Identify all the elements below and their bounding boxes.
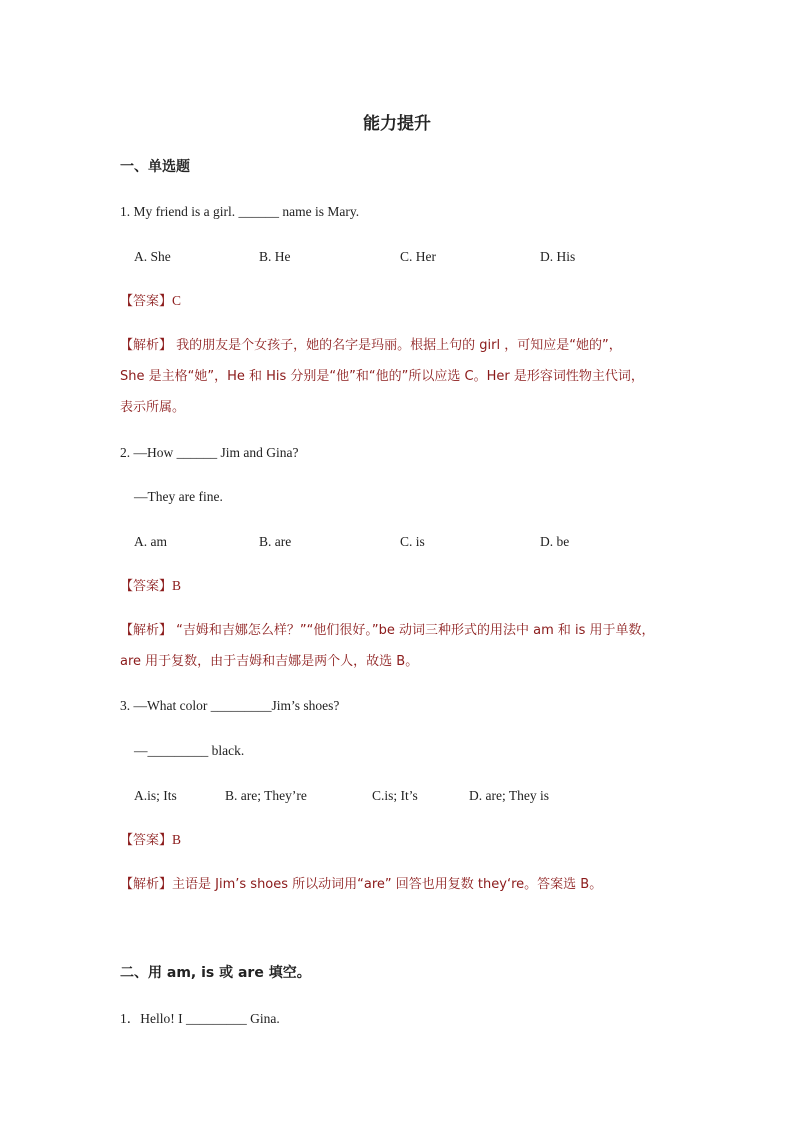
analysis-tag: 【解析】: [120, 623, 173, 638]
answer-value: B: [172, 578, 182, 593]
question-3-analysis-line-1: [120, 878, 602, 891]
question-3-answer: [120, 833, 181, 847]
question-2-option-d: D. be: [540, 534, 570, 549]
question-3-option-c: C.is; It’s: [372, 788, 418, 803]
analysis-tag: 【解析】: [120, 877, 173, 892]
question-1-option-b: B. He: [259, 249, 291, 264]
question-1-option-d: D. His: [540, 249, 576, 264]
question-2-option-b: B. are: [259, 534, 292, 549]
analysis-text: 主语是 Jim’s shoes 所以动词用“are” 回答也用复数 they‘re。答案选 B。: [172, 877, 603, 892]
fill-in-question-1: 1．Hello! I _________ Gina.: [120, 1011, 280, 1026]
question-2-answer: [120, 579, 181, 593]
question-2-stem: 2. —How ______ Jim and Gina?: [120, 445, 299, 460]
answer-tag: 【答案】: [120, 833, 173, 848]
question-1-option-c: C. Her: [400, 249, 436, 264]
question-1-analysis-line-3: 表示所属。: [120, 400, 186, 415]
question-1-analysis-line-2: She 是主格“她”，He 和 His 分别是“他”和“他的”所以应选 C。Her 是形容词性物主代词，: [120, 369, 644, 384]
answer-value: C: [172, 293, 182, 308]
question-3-option-b: B. are; They’re: [225, 788, 307, 803]
section-heading-multiple-choice: 一、单选题: [120, 159, 190, 175]
analysis-text: “吉姆和吉娜怎么样？”“他们很好。”be 动词三种形式的用法中 am 和 is 用于单数，: [172, 623, 655, 638]
analysis-tag: 【解析】: [120, 338, 173, 353]
question-1-option-a: A. She: [134, 249, 171, 264]
question-2-option-c: C. is: [400, 534, 425, 549]
answer-value: B: [172, 832, 182, 847]
question-3-option-a: A.is; Its: [134, 788, 177, 803]
answer-tag: 【答案】: [120, 294, 173, 309]
question-1-answer: [120, 294, 181, 308]
question-3-option-d: D. are; They is: [469, 788, 549, 803]
question-1-analysis-line-1: [120, 339, 622, 352]
question-2-option-a: A. am: [134, 534, 167, 549]
question-2-analysis-line-1: [120, 624, 655, 637]
question-3-reply: —_________ black.: [134, 743, 245, 758]
answer-tag: 【答案】: [120, 579, 173, 594]
question-3-stem: 3. —What color _________Jim’s shoes?: [120, 698, 340, 713]
page-title: 能力提升: [363, 114, 431, 134]
analysis-text: 我的朋友是个女孩子，她的名字是玛丽。根据上句的 girl ，可知应是“她的”，: [172, 338, 622, 353]
question-1-stem: 1. My friend is a girl. ______ name is Mary.: [120, 204, 360, 219]
question-2-reply: —They are fine.: [134, 489, 223, 504]
section-heading-fill-in: 二、用 am, is 或 are 填空。: [120, 965, 311, 981]
question-2-analysis-line-2: are 用于复数，由于吉姆和吉娜是两个人，故选 B。: [120, 654, 419, 669]
